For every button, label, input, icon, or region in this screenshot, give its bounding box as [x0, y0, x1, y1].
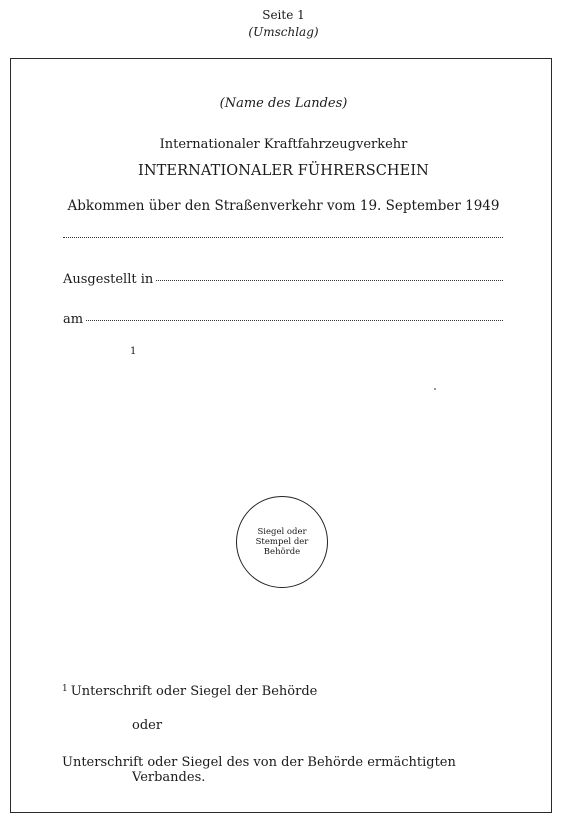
- footnote-or: oder: [132, 718, 163, 733]
- dotted-leader: [63, 236, 503, 238]
- cover-label: (Umschlag): [248, 25, 319, 39]
- scan-speck: [434, 388, 436, 390]
- issued-in-field: [63, 272, 503, 287]
- footnote-marker: 1: [62, 684, 68, 694]
- date-field: [63, 312, 503, 327]
- signature-footnote-marker: 1: [130, 346, 137, 357]
- traffic-type-heading: Internationaler Kraftfahrzeugverkehr: [159, 137, 408, 152]
- seal-text: Siegel oder Stempel der Behörde: [255, 527, 309, 557]
- convention-reference: Abkommen über den Straßenverkehr vom 19. September 1949: [67, 198, 500, 214]
- date-label: am: [63, 312, 84, 327]
- footnote-1: [62, 684, 317, 699]
- dotted-leader: [156, 279, 503, 281]
- blank-dotted-line: [63, 238, 503, 254]
- document-title: INTERNATIONALER FÜHRERSCHEIN: [138, 163, 429, 179]
- footnote-1-text: Unterschrift oder Siegel der Behörde: [70, 684, 318, 699]
- footnote-2-line-2: Verbandes.: [132, 770, 206, 785]
- footnote-2-line-1: Unterschrift oder Siegel des von der Behörde ermächtigten: [62, 755, 456, 770]
- page-number: Seite 1: [262, 8, 305, 22]
- dotted-leader: [86, 319, 503, 321]
- issued-in-label: Ausgestellt in: [63, 272, 154, 287]
- seal-circle: [236, 496, 328, 588]
- country-name-placeholder: (Name des Landes): [219, 96, 348, 111]
